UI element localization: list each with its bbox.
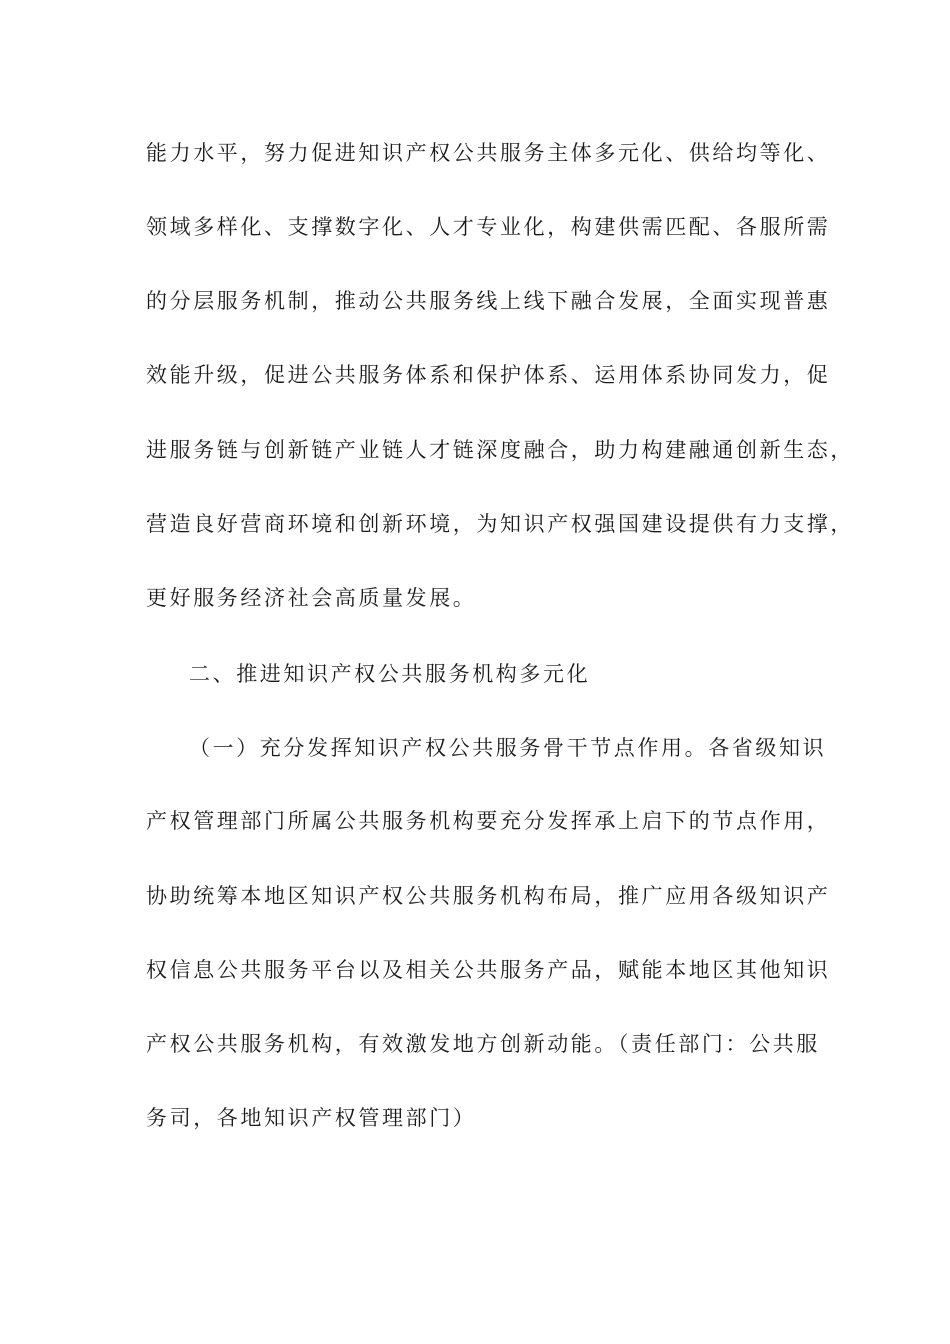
paragraph-line-4: 效能升级，促进公共服务体系和保护体系、运用体系协同发力，促 xyxy=(146,363,831,387)
paragraph-line-10: 产权管理部门所属公共服务机构要充分发挥承上启下的节点作用， xyxy=(146,809,831,833)
paragraph-line-2: 领域多样化、支撑数字化、人才专业化，构建供需匹配、各服所需 xyxy=(146,215,831,239)
paragraph-line-7: 更好服务经济社会高质量发展。 xyxy=(146,586,477,610)
paragraph-line-1: 能力水平，努力促进知识产权公共服务主体多元化、供给均等化、 xyxy=(146,141,831,165)
subsection-heading-line: （一）充分发挥知识产权公共服务骨干节点作用。各省级知识 xyxy=(189,736,827,760)
paragraph-line-6: 营造良好营商环境和创新环境，为知识产权强国建设提供有力支撑， xyxy=(146,512,854,536)
paragraph-line-11: 协助统筹本地区知识产权公共服务机构布局，推广应用各级知识产 xyxy=(146,884,831,908)
paragraph-line-12: 权信息公共服务平台以及相关公共服务产品，赋能本地区其他知识 xyxy=(146,958,831,982)
paragraph-line-5: 进服务链与创新链产业链人才链深度融合，助力构建融通创新生态， xyxy=(146,438,854,462)
paragraph-line-3: 的分层服务机制，推动公共服务线上线下融合发展，全面实现普惠 xyxy=(146,289,831,313)
paragraph-line-13: 产权公共服务机构，有效激发地方创新动能。（责任部门：公共服 xyxy=(146,1032,820,1056)
section-heading: 二、推进知识产权公共服务机构多元化 xyxy=(189,662,591,686)
paragraph-line-14: 务司，各地知识产权管理部门） xyxy=(146,1106,477,1130)
